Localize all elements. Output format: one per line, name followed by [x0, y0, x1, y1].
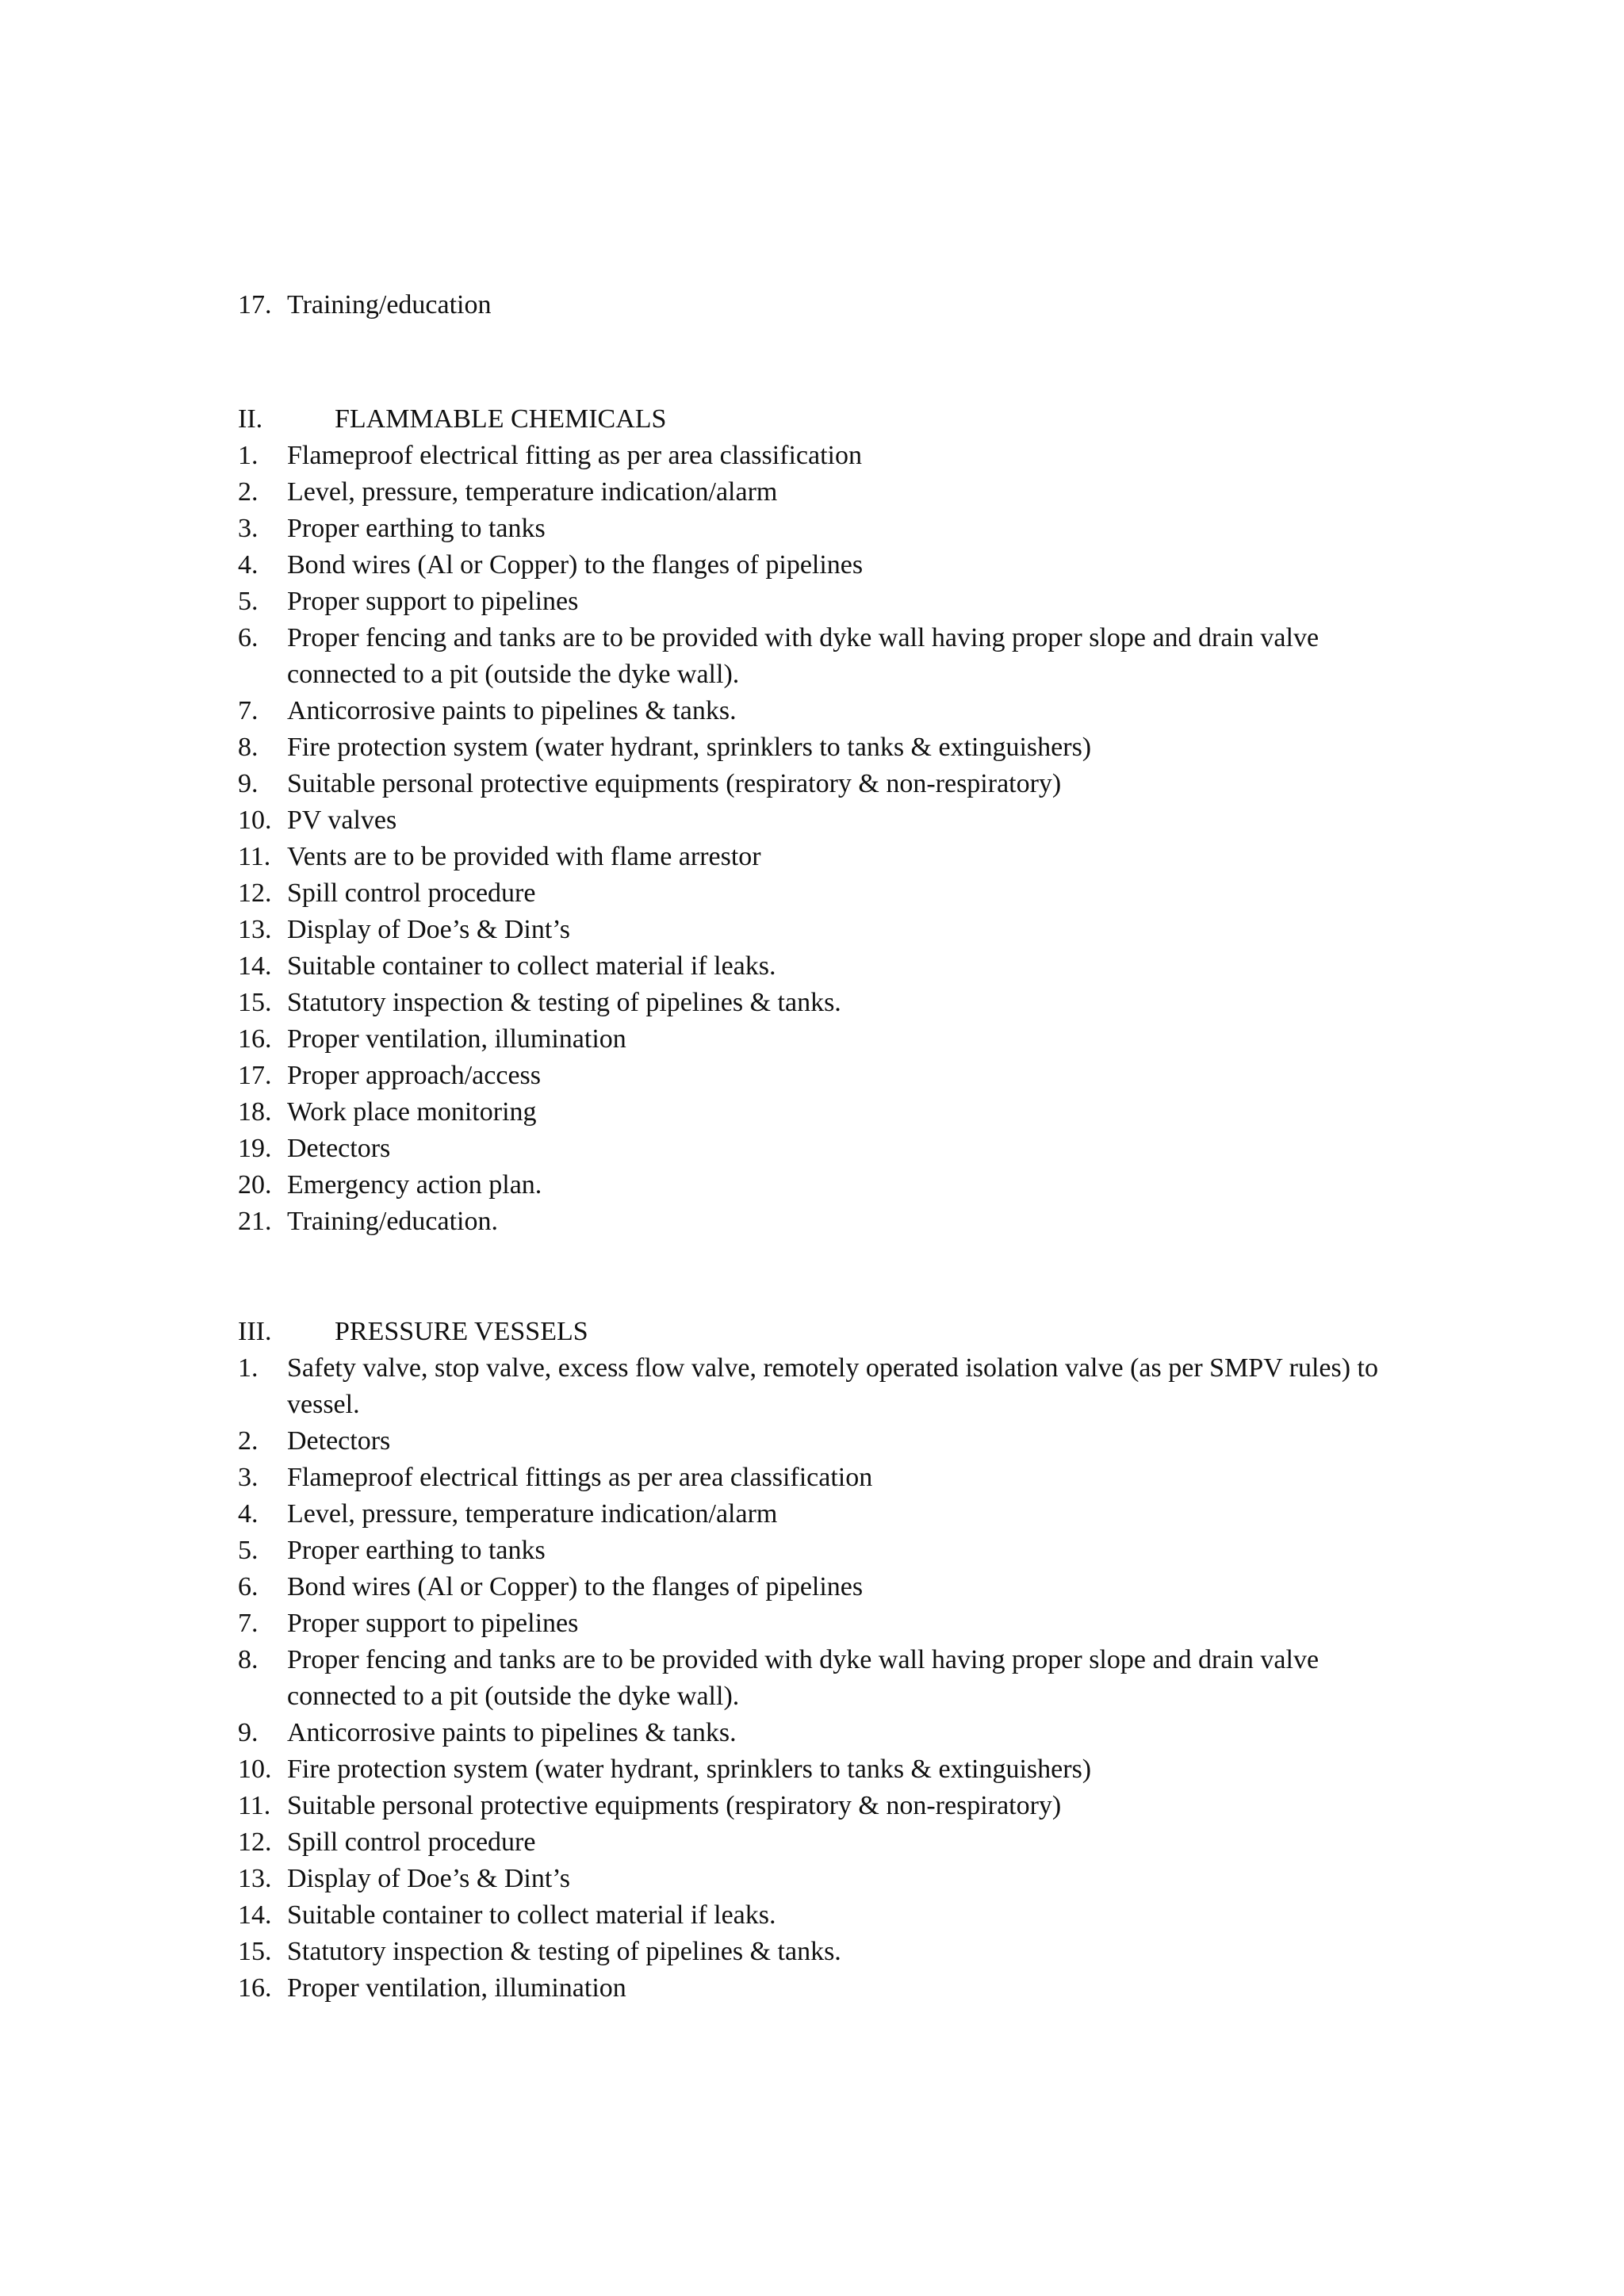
list-item — [238, 1423, 1411, 1460]
item-number: 19. — [238, 1134, 272, 1163]
section-heading — [238, 1314, 1411, 1350]
section-title: PRESSURE VESSELS — [335, 1317, 588, 1346]
list-item — [238, 511, 1411, 547]
item-text: Fire protection system (water hydrant, sprinklers to tanks & extinguishers) — [287, 1755, 1092, 1784]
item-number: 13. — [238, 1864, 272, 1893]
list-item — [238, 875, 1411, 912]
item-text: Display of Doe’s & Dint’s — [287, 1864, 570, 1893]
list-item — [238, 1788, 1411, 1824]
continued-item — [238, 287, 1411, 323]
item-number: 5. — [238, 1536, 259, 1565]
item-text: Proper ventilation, illumination — [287, 1973, 626, 2003]
item-text: Suitable personal protective equipments (respiratory & non-respiratory) — [287, 769, 1062, 798]
item-text: Proper fencing and tanks are to be provided with dyke wall having proper slope and drain valve connected to a pit (outside the dyke wall). — [287, 623, 1320, 689]
item-number: 3. — [238, 1463, 259, 1492]
item-number: 2. — [238, 477, 259, 507]
item-text: Anticorrosive paints to pipelines & tanks. — [287, 1718, 737, 1747]
item-text: Flameproof electrical fittings as per area classification — [287, 1463, 873, 1492]
item-number: 15. — [238, 1937, 272, 1966]
list-item — [238, 948, 1411, 985]
list-item — [238, 438, 1411, 474]
section-roman-numeral: III. — [238, 1317, 272, 1346]
item-number: 21. — [238, 1207, 272, 1236]
item-text: Suitable container to collect material if leaks. — [287, 1900, 776, 1930]
item-number: 3. — [238, 514, 259, 543]
item-text: Bond wires (Al or Copper) to the flanges of pipelines — [287, 550, 864, 580]
item-text: Proper ventilation, illumination — [287, 1024, 626, 1054]
list-item — [238, 1058, 1411, 1094]
list-item — [238, 287, 1411, 323]
item-text: Flameproof electrical fitting as per area classification — [287, 441, 863, 470]
list-item — [238, 729, 1411, 766]
item-text: Suitable personal protective equipments (respiratory & non-respiratory) — [287, 1791, 1062, 1820]
item-text: Proper approach/access — [287, 1061, 542, 1090]
item-number: 6. — [238, 1572, 259, 1601]
item-text: Level, pressure, temperature indication/alarm — [287, 1499, 778, 1529]
list-item — [238, 620, 1411, 693]
item-text: Emergency action plan. — [287, 1170, 542, 1200]
item-text: Proper earthing to tanks — [287, 1536, 546, 1565]
section-list — [238, 1350, 1411, 2007]
item-text: Bond wires (Al or Copper) to the flanges of pipelines — [287, 1572, 864, 1601]
item-text: Level, pressure, temperature indication/alarm — [287, 477, 778, 507]
item-text: Training/education. — [287, 1207, 498, 1236]
item-number: 6. — [238, 623, 259, 652]
list-item — [238, 1605, 1411, 1642]
item-text: Work place monitoring — [287, 1097, 537, 1127]
item-number: 4. — [238, 550, 259, 580]
list-item — [238, 1934, 1411, 1970]
item-text: Proper earthing to tanks — [287, 514, 546, 543]
section-flammable-chemicals — [238, 401, 1411, 1240]
list-item — [238, 1642, 1411, 1715]
item-number: 14. — [238, 951, 272, 981]
list-item — [238, 766, 1411, 802]
list-item — [238, 1824, 1411, 1861]
list-item — [238, 802, 1411, 839]
item-number: 16. — [238, 1973, 272, 2003]
item-number: 7. — [238, 1609, 259, 1638]
item-number: 10. — [238, 806, 272, 835]
item-text: Anticorrosive paints to pipelines & tanks. — [287, 696, 737, 725]
list-item — [238, 1897, 1411, 1934]
list-item — [238, 1460, 1411, 1496]
item-number: 2. — [238, 1426, 259, 1456]
item-text: Training/education — [287, 290, 492, 320]
item-text: Statutory inspection & testing of pipelines & tanks. — [287, 988, 841, 1017]
item-number: 1. — [238, 441, 259, 470]
item-number: 8. — [238, 1645, 259, 1674]
list-item — [238, 1021, 1411, 1058]
item-number: 18. — [238, 1097, 272, 1127]
item-number: 8. — [238, 733, 259, 762]
item-number: 5. — [238, 587, 259, 616]
list-item — [238, 693, 1411, 729]
item-text: Fire protection system (water hydrant, sprinklers to tanks & extinguishers) — [287, 733, 1092, 762]
item-number: 9. — [238, 1718, 259, 1747]
item-number: 11. — [238, 1791, 271, 1820]
item-number: 13. — [238, 915, 272, 944]
item-text: Spill control procedure — [287, 1827, 536, 1857]
list-item — [238, 1970, 1411, 2007]
item-number: 4. — [238, 1499, 259, 1529]
list-item — [238, 1094, 1411, 1131]
list-item — [238, 1203, 1411, 1240]
section-heading — [238, 401, 1411, 438]
item-number: 14. — [238, 1900, 272, 1930]
item-number: 12. — [238, 878, 272, 908]
list-item — [238, 985, 1411, 1021]
section-list — [238, 438, 1411, 1240]
item-text: Proper fencing and tanks are to be provided with dyke wall having proper slope and drain valve connected to a pit (outside the dyke wall). — [287, 1645, 1320, 1711]
item-number: 10. — [238, 1755, 272, 1784]
item-number: 7. — [238, 696, 259, 725]
list-item — [238, 1533, 1411, 1569]
item-text: Vents are to be provided with flame arrestor — [287, 842, 761, 871]
section-title: FLAMMABLE CHEMICALS — [335, 404, 667, 434]
item-number: 9. — [238, 769, 259, 798]
list-item — [238, 1569, 1411, 1605]
item-text: Proper support to pipelines — [287, 587, 579, 616]
list-item — [238, 1496, 1411, 1533]
item-number: 16. — [238, 1024, 272, 1054]
item-number: 17. — [238, 290, 272, 320]
item-text: Safety valve, stop valve, excess flow valve, remotely operated isolation valve (as per SMPV rules) to vessel. — [287, 1353, 1379, 1419]
list-item — [238, 1167, 1411, 1203]
item-text: Display of Doe’s & Dint’s — [287, 915, 570, 944]
section-pressure-vessels — [238, 1314, 1411, 2007]
item-text: Statutory inspection & testing of pipelines & tanks. — [287, 1937, 841, 1966]
item-text: PV valves — [287, 806, 397, 835]
list-item — [238, 584, 1411, 620]
item-text: Proper support to pipelines — [287, 1609, 579, 1638]
item-text: Suitable container to collect material if leaks. — [287, 951, 776, 981]
item-number: 17. — [238, 1061, 272, 1090]
item-number: 11. — [238, 842, 271, 871]
list-item — [238, 474, 1411, 511]
item-number: 20. — [238, 1170, 272, 1200]
list-item — [238, 1751, 1411, 1788]
item-text: Spill control procedure — [287, 878, 536, 908]
item-text: Detectors — [287, 1426, 391, 1456]
list-item — [238, 1715, 1411, 1751]
list-item — [238, 1131, 1411, 1167]
list-item — [238, 839, 1411, 875]
list-item — [238, 912, 1411, 948]
list-item — [238, 547, 1411, 584]
item-text: Detectors — [287, 1134, 391, 1163]
list-item — [238, 1861, 1411, 1897]
list-item — [238, 1350, 1411, 1423]
section-roman-numeral: II. — [238, 404, 263, 434]
item-number: 15. — [238, 988, 272, 1017]
item-number: 1. — [238, 1353, 259, 1383]
item-number: 12. — [238, 1827, 272, 1857]
